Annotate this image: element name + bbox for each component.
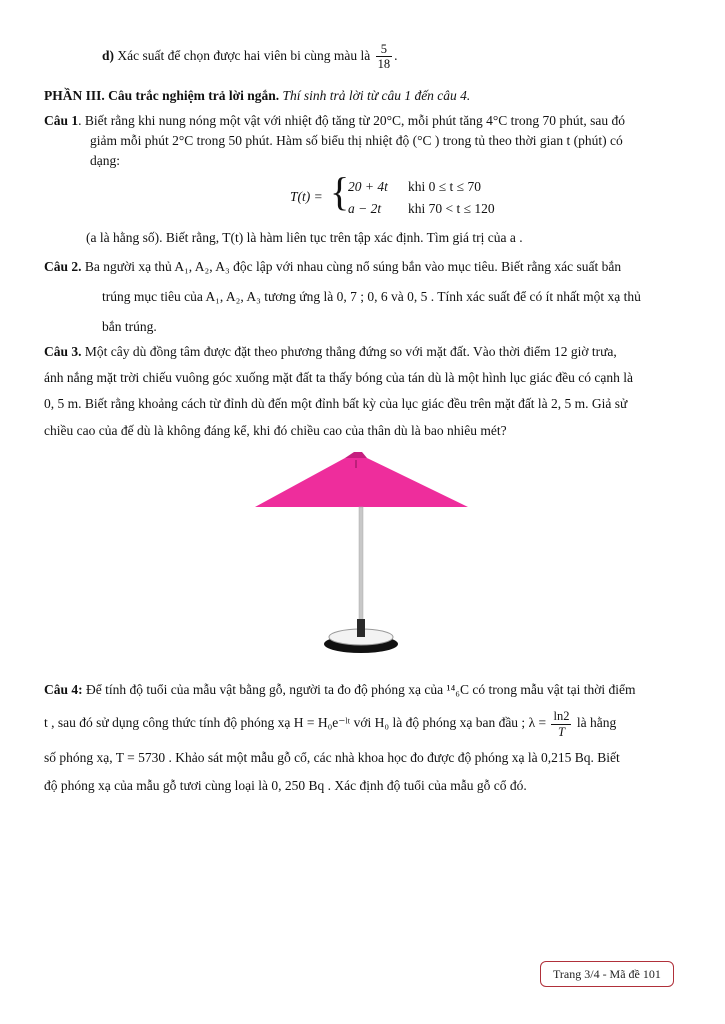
question-3 bbox=[44, 343, 689, 440]
umbrella-canopy bbox=[255, 458, 468, 507]
fraction-numerator: ln2 bbox=[553, 709, 570, 724]
question-text: t , sau đó sử dụng công thức tính độ phóng xạ H = H₀e⁻ˡᵗ với H₀ là độ phóng xạ ban đầu ; λ = bbox=[44, 715, 547, 731]
question-2 bbox=[44, 258, 689, 337]
brace-symbol: { bbox=[330, 169, 350, 214]
page-footer: Trang 3/4 - Mã đề 101 bbox=[540, 961, 674, 987]
question-text: độ phóng xạ của mẫu gỗ tươi cùng loại là 0, 250 Bq . Xác định độ tuổi của mẫu gỗ cổ đó. bbox=[44, 778, 527, 794]
question-text: dạng: bbox=[90, 153, 120, 169]
case-2-expression: a − 2t bbox=[348, 201, 382, 216]
part-d-text: Xác suất để chọn được hai viên bi cùng màu là bbox=[117, 47, 371, 63]
question-label: Câu 1 bbox=[44, 113, 79, 128]
question-text: 0, 5 m. Biết rằng khoảng cách từ đỉnh dù đến một đỉnh bất kỳ của lục giác đều trên mặt đất là 2, 5 m. Giả sử bbox=[44, 396, 628, 412]
part-d bbox=[102, 42, 398, 72]
question-text: Để tính độ tuổi của mẫu vật bằng gỗ, người ta đo độ phóng xạ của ¹⁴₆C có trong mẫu vật tại thời điểm bbox=[86, 682, 636, 697]
question-text: số phóng xạ, T = 5730 . Khảo sát một mẫu gỗ cổ, các nhà khoa học đo được độ phóng xạ là 0,215 Bq. Biết bbox=[44, 749, 620, 765]
question-text: chiều cao của đế dù là không đáng kể, khi đó chiều cao của thân dù là bao nhiêu mét? bbox=[44, 422, 507, 438]
sentence-end: . bbox=[394, 47, 398, 63]
question-label: Câu 4: bbox=[44, 682, 83, 697]
question-text: Một cây dù đồng tâm được đặt theo phương thẳng đứng so với mặt đất. Vào thời điểm 12 giờ trưa, bbox=[84, 344, 617, 359]
question-text: giảm mỗi phút 2°C trong 50 phút. Hàm số biểu thị nhiệt độ (°C ) trong tủ theo thời gian t (phút) có bbox=[90, 133, 623, 149]
fraction-denominator: T bbox=[558, 724, 565, 739]
question-1 bbox=[44, 112, 689, 171]
question-text: là hằng bbox=[576, 715, 617, 731]
question-text: ánh nắng mặt trời chiếu vuông góc xuống mặt đất ta thấy bóng của tán dù là một hình lục giác đều có cạnh là bbox=[44, 370, 633, 386]
part-d-fraction bbox=[376, 42, 393, 72]
fraction-denominator: 18 bbox=[377, 57, 391, 72]
question-label: Câu 2. bbox=[44, 259, 82, 274]
case-2-condition: khi 70 < t ≤ 120 bbox=[408, 201, 495, 216]
case-1-expression: 20 + 4t bbox=[348, 179, 388, 194]
section-heading bbox=[44, 87, 470, 105]
question-label: Câu 3. bbox=[44, 344, 82, 359]
section-subtitle: Thí sinh trả lời từ câu 1 đến câu 4. bbox=[282, 88, 471, 103]
question-text: bắn trúng. bbox=[102, 319, 157, 335]
fraction-numerator: 5 bbox=[376, 42, 393, 57]
question-text: trúng mục tiêu của A₁, A₂, A₃ tương ứng là 0, 7 ; 0, 6 và 0, 5 . Tính xác suất để có ít nhất một xạ thủ bbox=[102, 289, 641, 305]
question-text: . Biết rằng khi nung nóng một vật với nhiệt độ tăng từ 20°C, mỗi phút tăng 4°C trong 70 phút, sau đó bbox=[78, 113, 625, 128]
question-4 bbox=[44, 681, 689, 795]
umbrella-pole bbox=[359, 507, 363, 625]
question-text: (a là hằng số). Biết rằng, T(t) là hàm liên tục trên tập xác định. Tìm giá trị của a . bbox=[86, 230, 523, 245]
question-text: Ba người xạ thủ A₁, A₂, A₃ độc lập với nhau cùng nổ súng bắn vào mục tiêu. Biết rằng xác suất bắn bbox=[84, 259, 622, 274]
section-title: PHẦN III. Câu trắc nghiệm trả lời ngắn. bbox=[44, 88, 280, 103]
lambda-fraction bbox=[551, 709, 571, 739]
umbrella-base-collar bbox=[357, 619, 365, 637]
umbrella-top bbox=[345, 452, 367, 458]
case-1-condition: khi 0 ≤ t ≤ 70 bbox=[408, 179, 481, 194]
function-name: T(t) = bbox=[290, 189, 323, 204]
part-d-label: d) bbox=[102, 47, 115, 63]
umbrella-illustration bbox=[250, 452, 480, 664]
